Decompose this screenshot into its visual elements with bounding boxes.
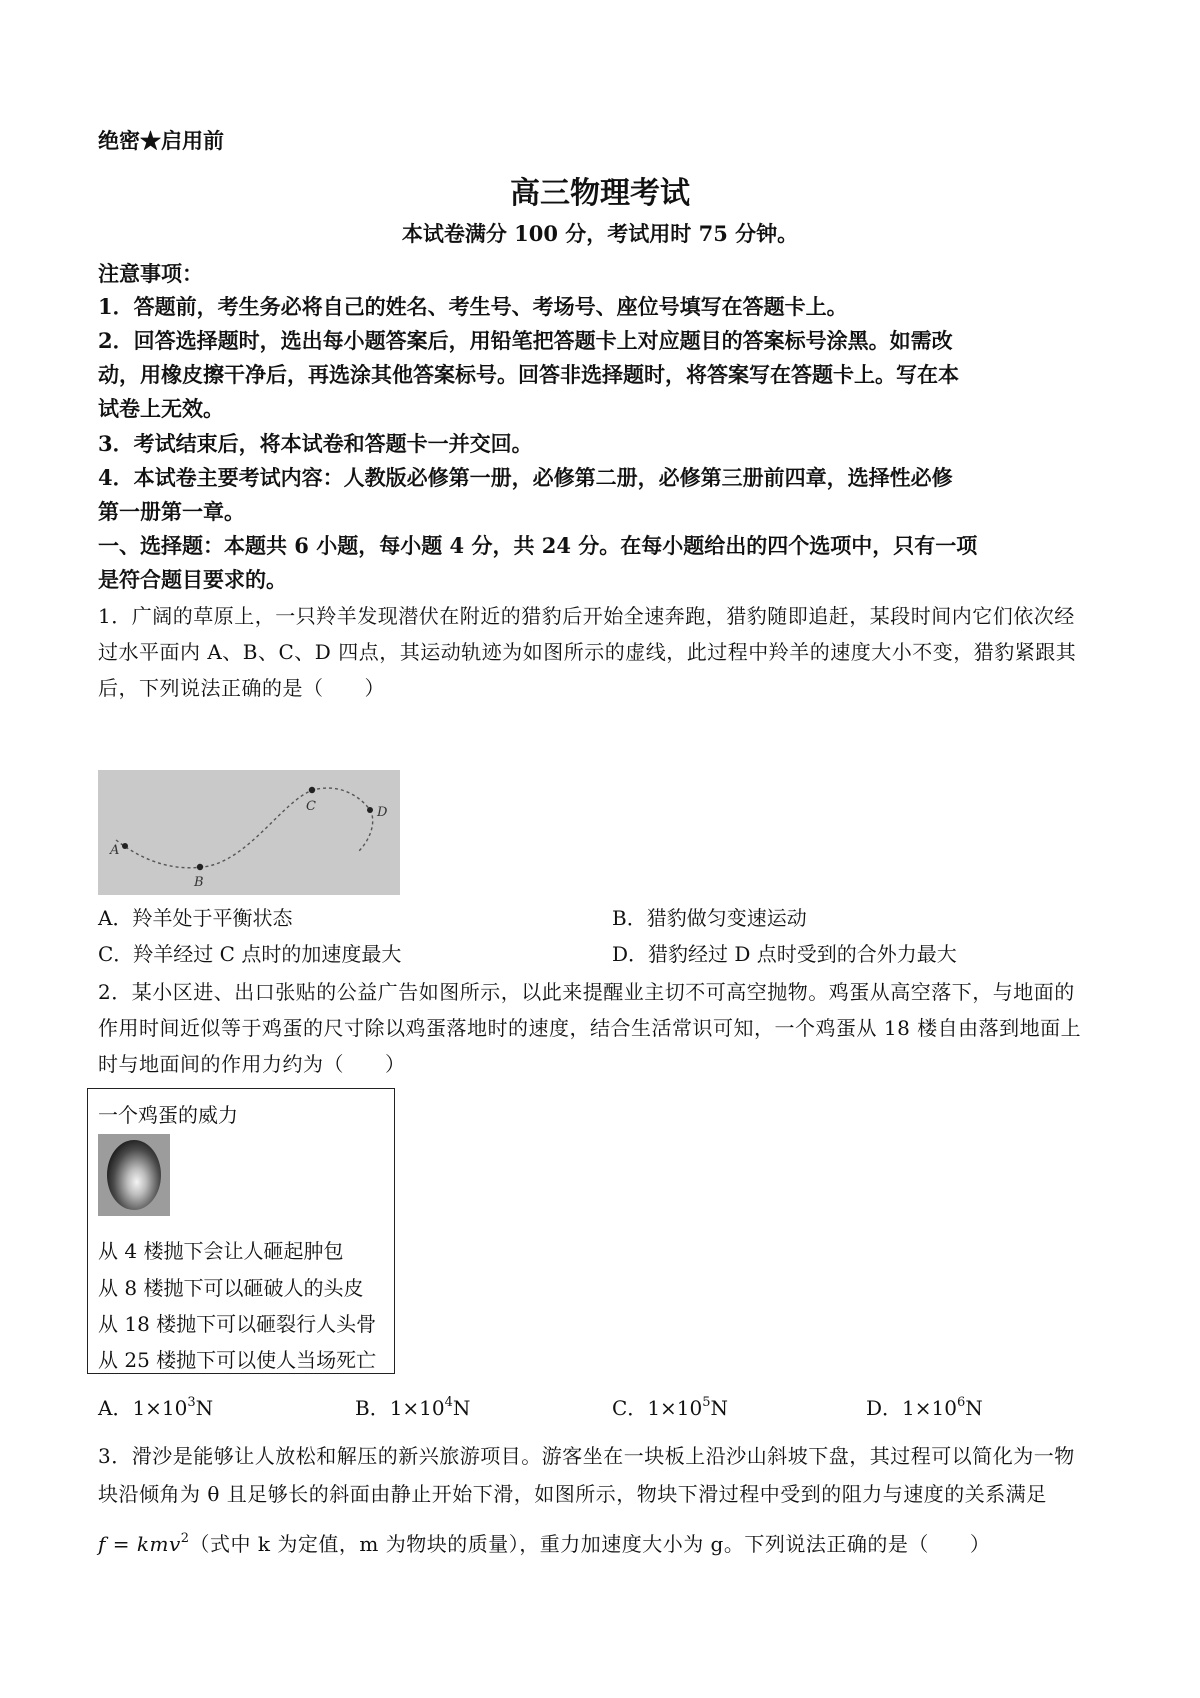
section-heading: 一、选择题：本题共 6 小题，每小题 4 分，共 24 分。在每小题给出的四个选项中，只有一项: [98, 533, 978, 558]
page-title: 高三物理考试: [510, 176, 690, 211]
question-3-formula-line: [98, 1528, 1118, 1557]
poster-title: 一个鸡蛋的威力: [98, 1103, 238, 1127]
formula-tail: （式中 k 为定值，m 为物块的质量），重力加速度大小为 g。下列说法正确的是（ ）: [189, 1532, 991, 1556]
notes-heading: 注意事项：: [98, 261, 203, 286]
poster-line: 从 4 楼抛下会让人砸起肿包: [98, 1239, 344, 1263]
label-c: C: [306, 799, 316, 814]
secret-label: 绝密★启用前: [98, 128, 224, 153]
q2-option-d: D．$1\times 10^6N$: [866, 1395, 983, 1420]
question-1-text: 1．广阔的草原上，一只羚羊发现潜伏在附近的猎豹后开始全速奔跑，猎豹随即追赶，某段时间内它们依次经: [98, 604, 1075, 628]
poster-line: 从 18 楼抛下可以砸裂行人头骨: [98, 1312, 377, 1336]
label-b: B: [194, 875, 204, 890]
q1-option-b: B．猎豹做匀变速运动: [612, 906, 807, 930]
note-line: 3．考试结束后，将本试卷和答题卡一并交回。: [98, 431, 533, 456]
point-b: [197, 864, 203, 870]
point-c: [309, 787, 315, 793]
q1-option-d: D．猎豹经过 D 点时受到的合外力最大: [612, 942, 957, 966]
poster-line: 从 25 楼抛下可以使人当场死亡: [98, 1348, 377, 1372]
poster-line: 从 8 楼抛下可以砸破人的头皮: [98, 1276, 364, 1300]
egg-shape: [107, 1140, 161, 1210]
egg-poster: [87, 1088, 395, 1374]
formula-exponent: 2: [180, 1531, 190, 1546]
exam-subtitle: 本试卷满分 100 分，考试用时 75 分钟。: [401, 221, 799, 246]
trajectory-svg: [98, 770, 400, 895]
question-3-text: 块沿倾角为 θ 且足够长的斜面由静止开始下滑，如图所示，物块下滑过程中受到的阻力与速度的关系满足: [98, 1482, 1047, 1506]
question-3-text: 3．滑沙是能够让人放松和解压的新兴旅游项目。游客坐在一块板上沿沙山斜坡下盘，其过程可以简化为一物: [98, 1444, 1075, 1468]
label-d: D: [377, 805, 388, 820]
point-a: [122, 843, 128, 849]
trajectory-path: [116, 788, 373, 868]
question-2-text: 作用时间近似等于鸡蛋的尺寸除以鸡蛋落地时的速度，结合生活常识可知，一个鸡蛋从 18 楼自由落到地面上: [98, 1016, 1082, 1040]
formula: f = kmv: [98, 1532, 181, 1556]
q1-option-c: C．羚羊经过 C 点时的加速度最大: [98, 942, 402, 966]
note-line: 4．本试卷主要考试内容：人教版必修第一册，必修第二册，必修第三册前四章，选择性必修: [98, 465, 953, 490]
question-1-text: 过水平面内 A、B、C、D 四点，其运动轨迹为如图所示的虚线，此过程中羚羊的速度大小不变，猎豹紧跟其: [98, 640, 1077, 664]
point-d: [367, 807, 373, 813]
label-a: A: [110, 843, 120, 858]
note-line: 1．答题前，考生务必将自己的姓名、考生号、考场号、座位号填写在答题卡上。: [98, 294, 848, 319]
note-line: 动，用橡皮擦干净后，再选涂其他答案标号。回答非选择题时，将答案写在答题卡上。写在本: [98, 362, 959, 387]
q2-option-a: A．$1\times 10^3N$: [98, 1395, 214, 1420]
section-heading: 是符合题目要求的。: [98, 567, 287, 592]
question-1-text: 后，下列说法正确的是（ ）: [98, 676, 385, 700]
q1-option-a: A．羚羊处于平衡状态: [98, 906, 293, 930]
question-2-text: 时与地面间的作用力约为（ ）: [98, 1052, 406, 1076]
egg-image: [98, 1134, 170, 1216]
q2-option-c: C．$1\times 10^5N$: [612, 1395, 729, 1420]
q2-option-b: B．$1\times 10^4N$: [355, 1395, 471, 1420]
note-line: 第一册第一章。: [98, 499, 245, 524]
note-line: 2．回答选择题时，选出每小题答案后，用铅笔把答题卡上对应题目的答案标号涂黑。如需改: [98, 328, 953, 353]
question-2-text: 2．某小区进、出口张贴的公益广告如图所示，以此来提醒业主切不可高空抛物。鸡蛋从高空落下，与地面的: [98, 980, 1075, 1004]
trajectory-figure: [98, 770, 400, 895]
note-line: 试卷上无效。: [98, 396, 224, 421]
